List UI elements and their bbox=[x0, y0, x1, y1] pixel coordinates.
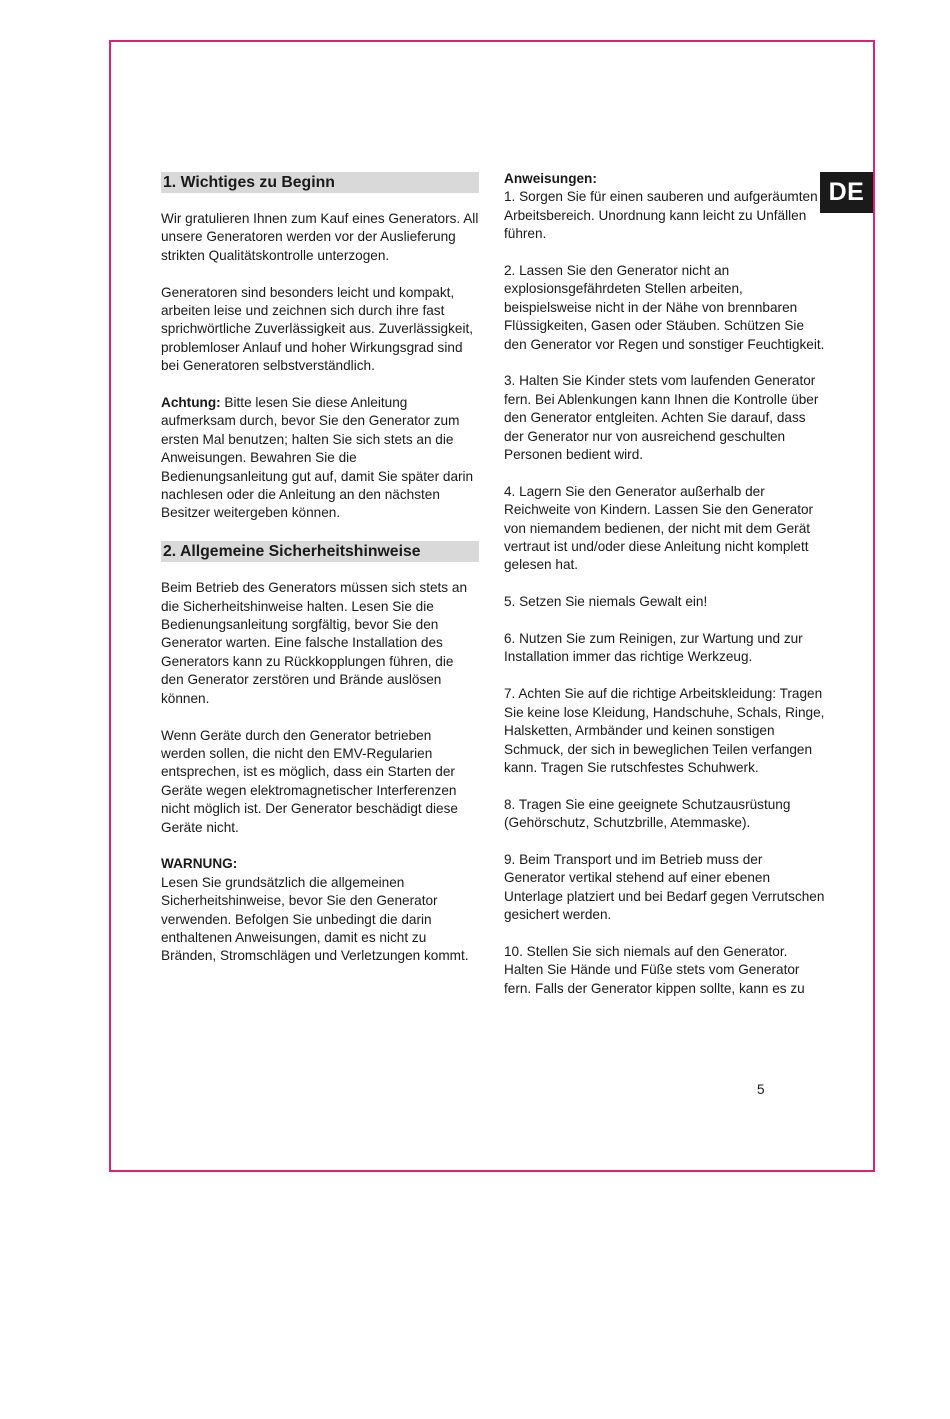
instruction-item: 5. Setzen Sie niemals Gewalt ein! bbox=[504, 594, 708, 610]
instruction-item: 6. Nutzen Sie zum Reinigen, zur Wartung und zur Installation immer das richtige Werkzeug. bbox=[504, 631, 803, 665]
left-column bbox=[161, 170, 479, 984]
warning-paragraph bbox=[161, 855, 479, 965]
page-number: 5 bbox=[757, 1082, 765, 1097]
instruction-item: 8. Tragen Sie eine geeignete Schutzausrüstung (Gehörschutz, Schutzbrille, Atemmaske). bbox=[504, 796, 791, 831]
attention-paragraph bbox=[161, 394, 479, 523]
instruction-item: 2. Lassen Sie den Generator nicht an explosionsgefährdeten Stellen arbeiten, beispielsweise nicht in der Nähe von brennbaren Flüssigkeiten, Gasen oder Stäuben. Schützen Sie den Generator vor Regen und sonstiger Feuchtigkeit. bbox=[504, 263, 825, 352]
section-heading-safety: 2. Allgemeine Sicherheitshinweise bbox=[161, 541, 479, 562]
right-column bbox=[504, 170, 826, 1017]
instruction-item: 7. Achten Sie auf die richtige Arbeitskleidung: Tragen Sie keine lose Kleidung, Handschuhe, Schals, Ringe, Halsketten, Armbänder und keinen sonstigen Schmuck, der sich in beweglichen Teilen verfangen kann. Tragen Sie rutschfestes Schuhwerk. bbox=[504, 686, 825, 775]
emv-paragraph: Wenn Geräte durch den Generator betrieben werden sollen, die nicht den EMV-Regularien entsprechen, ist es möglich, dass ein Starten der Geräte wegen elektromagnetischer Interferenzen nicht möglich ist. Der Generator beschädigt diese Geräte nicht. bbox=[161, 727, 458, 835]
warning-label: WARNUNG: bbox=[161, 856, 238, 872]
instruction-item: 10. Stellen Sie sich niemals auf den Generator. Halten Sie Hände und Füße stets vom Generator fern. Falls der Generator kippen sollte, kann es zu bbox=[504, 943, 805, 996]
language-tab: DE bbox=[820, 172, 873, 213]
instruction-item: 9. Beim Transport und im Betrieb muss der Generator vertikal stehend auf einer ebenen Unterlage platziert und bei Bedarf gegen Verrutschen gesichert werden. bbox=[504, 851, 825, 923]
instruction-item: 1. Sorgen Sie für einen sauberen und aufgeräumten Arbeitsbereich. Unordnung kann leicht zu Unfällen führen. bbox=[504, 189, 818, 242]
section-heading-important: 1. Wichtiges zu Beginn bbox=[161, 172, 479, 193]
instruction-item: 4. Lagern Sie den Generator außerhalb der Reichweite von Kindern. Lassen Sie den Generator von niemandem bedienen, der nicht mit dem Gerät vertraut ist und/oder diese Anleitung nicht komplett gelesen hat. bbox=[504, 483, 814, 573]
attention-label: Achtung: bbox=[161, 395, 221, 411]
safety-paragraph: Beim Betrieb des Generators müssen sich stets an die Sicherheitshinweise halten. Lesen Sie die Bedienungsanleitung sorgfältig, bevor Sie den Generator warten. Eine falsche Installation des Generators kann zu Rückkopplungen führen, die den Generator zerstören und Brände auslösen können. bbox=[161, 580, 467, 706]
warning-text: Lesen Sie grundsätzlich die allgemeinen Sicherheitshinweise, bevor Sie den Generator verwenden. Befolgen Sie unbedingt die darin enthaltenen Anweisungen, damit es nicht zu Bränden, Stromschlägen und Verletzungen kommt. bbox=[161, 874, 469, 964]
instructions-block bbox=[504, 170, 826, 244]
intro-paragraph: Wir gratulieren Ihnen zum Kauf eines Generators. All unsere Generatoren werden vor der Auslieferung strikten Qualitätskontrolle unterzogen. bbox=[161, 211, 479, 263]
features-paragraph: Generatoren sind besonders leicht und kompakt, arbeiten leise und zeichnen sich durch ihre fast sprichwörtliche Zuverlässigkeit aus. Zuverlässigkeit, problemloser Anlauf und hoher Wirkungsgrad sind bei Generatoren selbstverständlich. bbox=[161, 284, 474, 374]
attention-text: Bitte lesen Sie diese Anleitung aufmerksam durch, bevor Sie den Generator zum ersten Mal benutzen; halten Sie sich stets an die Anweisungen. Bewahren Sie die Bedienungsanleitung gut auf, damit Sie später darin nachlesen oder die Anleitung an den nächsten Besitzer weitergeben können. bbox=[161, 395, 474, 521]
instructions-label: Anweisungen: bbox=[504, 171, 597, 186]
instruction-item: 3. Halten Sie Kinder stets vom laufenden Generator fern. Bei Ablenkungen kann Ihnen die Kontrolle über den Generator entgleiten. Achten Sie darauf, dass der Generator nur von ausreichend geschulten Personen bedient wird. bbox=[504, 373, 819, 463]
